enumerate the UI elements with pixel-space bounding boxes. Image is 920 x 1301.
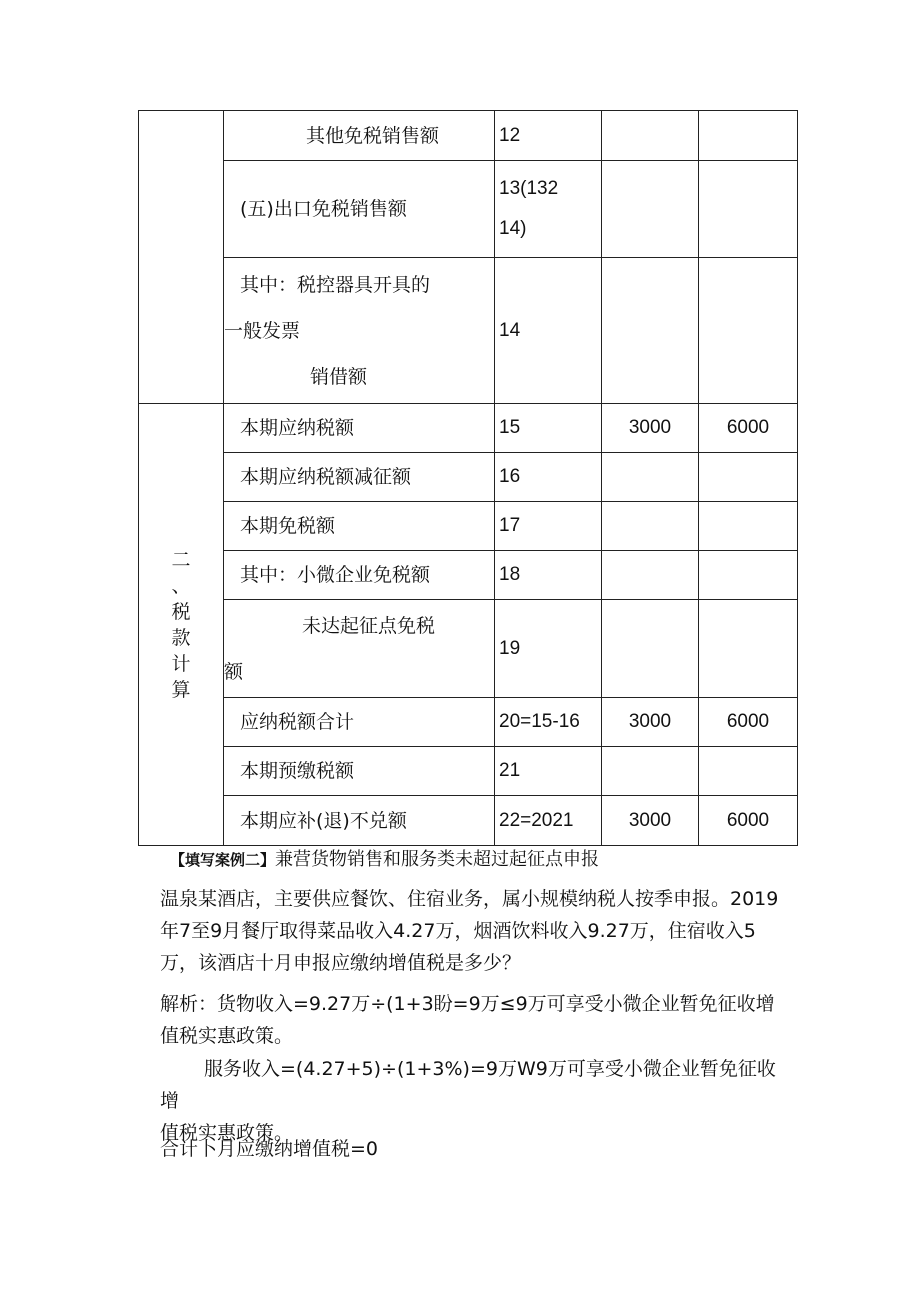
table-row bbox=[139, 551, 798, 600]
table-row bbox=[139, 111, 798, 161]
value-cell bbox=[699, 551, 798, 600]
table-row bbox=[139, 453, 798, 502]
item-label: 其他免税销售额 bbox=[224, 111, 495, 161]
line-number: 13(132 14) bbox=[495, 161, 602, 258]
case-tag: 【填写案例二】 bbox=[170, 851, 276, 869]
value-cell: 3000 bbox=[602, 698, 699, 747]
line-number: 18 bbox=[495, 551, 602, 600]
value-cell: 3000 bbox=[602, 404, 699, 453]
line-number: 12 bbox=[495, 111, 602, 161]
section-one-cell bbox=[139, 111, 224, 404]
analysis-goods: 解析：货物收入=9.27万÷(1+3盼=9万≤9万可享受小微企业暂免征收增值税实惠政策。 bbox=[160, 993, 775, 1047]
value-cell bbox=[602, 502, 699, 551]
value-cell bbox=[602, 551, 699, 600]
table-row bbox=[139, 161, 798, 258]
table-row bbox=[139, 747, 798, 796]
value-cell bbox=[699, 747, 798, 796]
value-cell bbox=[602, 161, 699, 258]
item-label: 本期预缴税额 bbox=[224, 747, 495, 796]
table-row bbox=[139, 600, 798, 698]
case-description: 温泉某酒店，主要供应餐饮、住宿业务，属小规模纳税人按季申报。2019年7至9月餐厅取得菜品收入4.27万，烟酒饮料收入9.27万，住宿收入5万，该酒店十月申报应缴纳增值税是多少？ bbox=[160, 888, 779, 974]
value-cell: 6000 bbox=[699, 404, 798, 453]
analysis-services-line2: 值税实惠政策。 bbox=[160, 1122, 294, 1144]
line-number: 19 bbox=[495, 600, 602, 698]
item-label: (五)出口免税销售额 bbox=[224, 161, 495, 258]
value-cell: 6000 bbox=[699, 796, 798, 846]
line-number: 17 bbox=[495, 502, 602, 551]
value-cell: 6000 bbox=[699, 698, 798, 747]
line-number: 14 bbox=[495, 258, 602, 404]
case-caption bbox=[170, 845, 599, 871]
value-cell bbox=[602, 111, 699, 161]
item-label: 本期免税额 bbox=[224, 502, 495, 551]
value-cell bbox=[602, 453, 699, 502]
item-label: 本期应纳税额减征额 bbox=[224, 453, 495, 502]
value-cell bbox=[602, 747, 699, 796]
item-label: 其中：小微企业免税额 bbox=[224, 551, 495, 600]
table-row bbox=[139, 258, 798, 404]
case-title: 兼营货物销售和服务类未超过起征点申报 bbox=[275, 849, 600, 870]
value-cell bbox=[699, 600, 798, 698]
tax-declaration-table bbox=[138, 110, 798, 846]
value-cell bbox=[699, 161, 798, 258]
value-cell bbox=[699, 453, 798, 502]
item-label: 应纳税额合计 bbox=[224, 698, 495, 747]
line-number: 16 bbox=[495, 453, 602, 502]
value-cell: 3000 bbox=[602, 796, 699, 846]
item-label: 本期应补(退)不兑额 bbox=[224, 796, 495, 846]
analysis-total: 合计卜月应缴纳增值税=0 bbox=[160, 1138, 379, 1160]
table-row bbox=[139, 698, 798, 747]
analysis-services-line1: 服务收入=(4.27+5)÷(1+3%)=9万W9万可享受小微企业暂免征收增 bbox=[160, 1058, 776, 1112]
table-row bbox=[139, 502, 798, 551]
table-row bbox=[139, 404, 798, 453]
line-number: 21 bbox=[495, 747, 602, 796]
item-label: 其中：税控器具开具的 一般发票 销借额 bbox=[224, 258, 495, 404]
value-cell bbox=[699, 258, 798, 404]
value-cell bbox=[699, 502, 798, 551]
line-number: 20=15-16 bbox=[495, 698, 602, 747]
item-label: 本期应纳税额 bbox=[224, 404, 495, 453]
value-cell bbox=[699, 111, 798, 161]
section-two-label: 二 、 税 款 计 算 bbox=[139, 404, 224, 846]
item-label: 未达起征点免税 额 bbox=[224, 600, 495, 698]
value-cell bbox=[602, 600, 699, 698]
line-number: 22=2021 bbox=[495, 796, 602, 846]
table-row bbox=[139, 796, 798, 846]
value-cell bbox=[602, 258, 699, 404]
line-number: 15 bbox=[495, 404, 602, 453]
